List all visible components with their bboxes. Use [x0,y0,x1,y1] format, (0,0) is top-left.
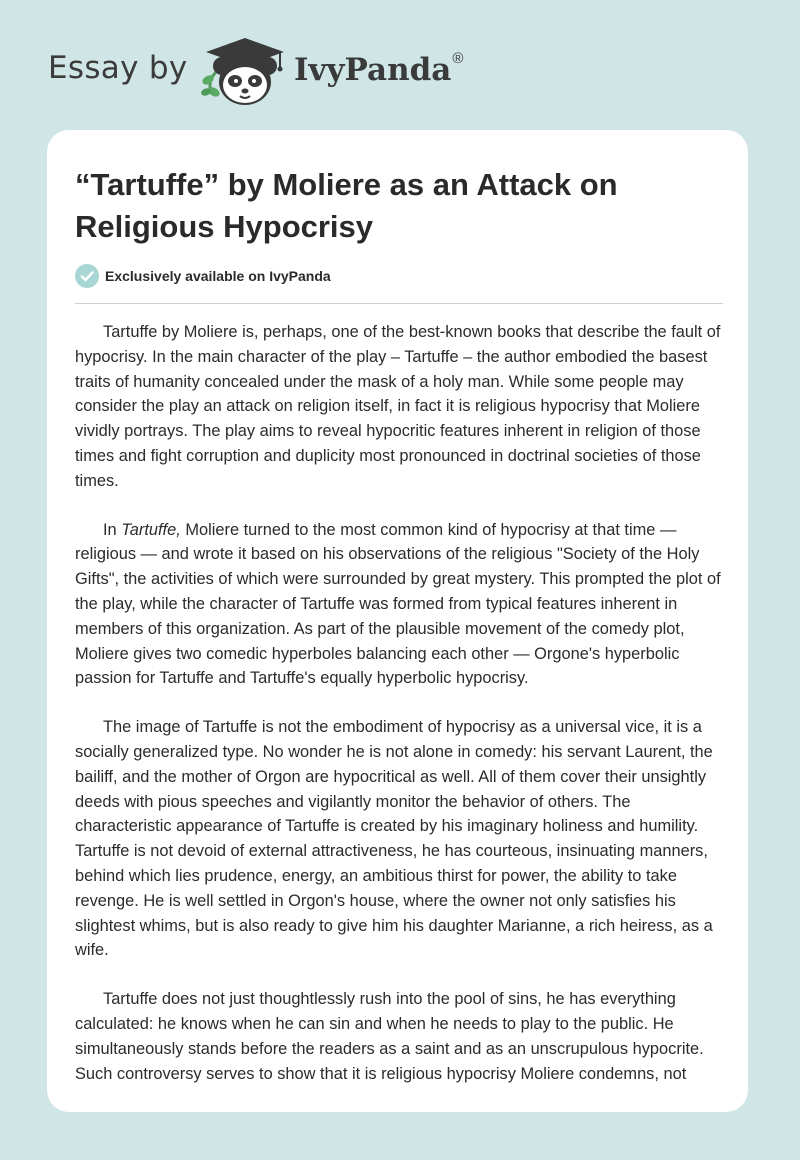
paragraph-2-lead: In [103,520,122,539]
check-circle-icon [75,264,99,288]
essay-by-label: Essay by [48,50,188,86]
brand-name: IvyPanda [294,52,452,88]
title-divider [75,303,723,304]
exclusive-badge-text: Exclusively available on IvyPanda [105,268,331,284]
ivypanda-brand-logo[interactable] [294,49,464,88]
registered-mark: ® [452,49,464,67]
panda-graduate-logo-icon[interactable] [198,36,290,108]
site-header [0,0,800,130]
essay-title: “Tartuffe” by Moliere as an Attack on Religious Hypocrisy [75,167,618,244]
play-title-italic: Tartuffe, [121,520,181,539]
essay-card [47,130,748,1112]
essay-paragraph-2 [75,518,723,692]
exclusive-badge [75,263,331,289]
essay-paragraph-1: Tartuffe by Moliere is, perhaps, one of the best-known books that describe the fault of hypocrisy. In the main character of the play – Tartuffe – the author embodied the basest traits of humanity concealed under the mask of a holy man. While some people may consider the play an attack on religion itself, in fact it is religious hypocrisy that Moliere vividly portrays. The play aims to reveal hypocritic features inherent in religion of those times and fight corruption and duplicity most pronounced in doctrinal societies of those times. [75,323,721,490]
essay-paragraph-3: The image of Tartuffe is not the embodiment of hypocrisy as a universal vice, it is a socially generalized type. No wonder he is not alone in comedy: his servant Laurent, the bailiff, and the mother of Orgon are hypocritical as well. All of them cover their unsightly deeds with pious speeches and vigilantly monitor the behavior of others. The characteristic appearance of Tartuffe is created by his imaginary holiness and humility. Tartuffe is not devoid of external attractiveness, he has courteous, insinuating manners, behind which lies prudence, energy, an ambitious thirst for power, the ability to take revenge. He is well settled in Orgon's house, where the owner not only satisfies his slightest whims, but is also ready to give him his daughter Marianne, a rich heiress, as a wife. [75,718,713,960]
essay-paragraph-4: Tartuffe does not just thoughtlessly rush into the pool of sins, he has everything calculated: he knows when he can sin and when he needs to play to the public. He simultaneously stands before the readers as a saint and as an unscrupulous hypocrite. Such controversy serves to show that it is religious hypocrisy Moliere condemns, not [75,990,704,1083]
essay-body [75,320,723,1110]
paragraph-2-text: Moliere turned to the most common kind of hypocrisy at that time — religious — and wrote it based on his observations of the religious "Society of the Holy Gifts", the activities of which were surrounded by great mystery. This prompted the plot of the play, while the character of Tartuffe was formed from typical features inherent in members of this organization. As part of the plausible movement of the comedy plot, Moliere gives two comedic hyperboles balancing each other — Orgone's hyperbolic passion for Tartuffe and Tartuffe's equally hyperbolic hypocrisy. [75,520,721,688]
